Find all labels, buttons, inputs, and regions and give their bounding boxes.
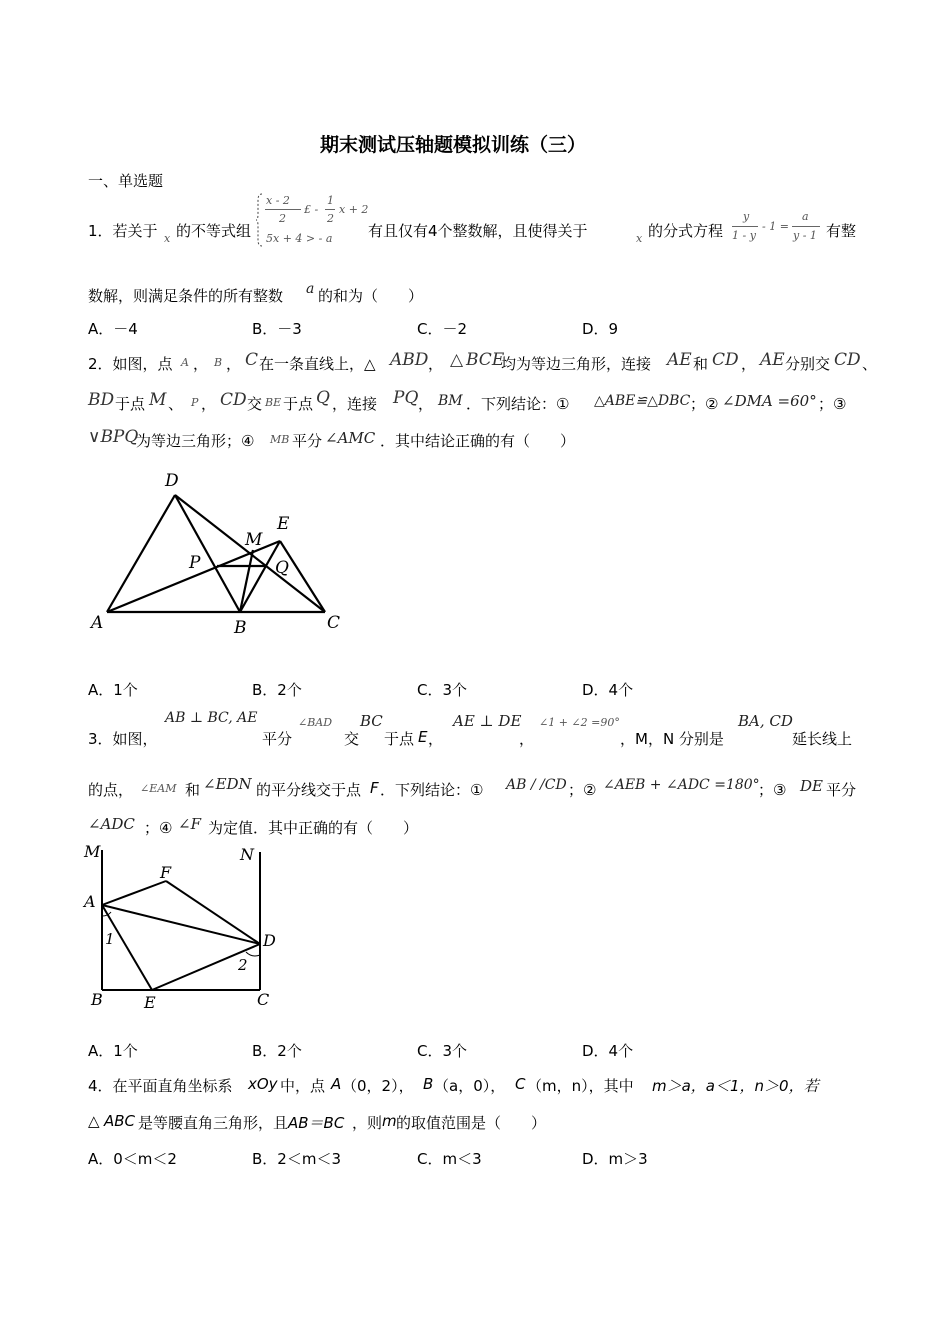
q4-l2a: △ — [88, 1112, 100, 1130]
q2-option-a[interactable]: A．1个 — [88, 681, 138, 699]
q2-l1-d: 分别交 — [785, 355, 831, 373]
line-AF — [102, 881, 166, 905]
q4-l1b: 中，点 — [280, 1077, 326, 1095]
q2-comma-1: ， — [193, 355, 209, 373]
q3-f4: AE ⊥ DE — [453, 712, 522, 730]
page-title: 期末测试压轴题模拟训练（三） — [320, 134, 587, 156]
q4-eq: AB＝BC — [288, 1114, 345, 1132]
q3-option-d[interactable]: D．4个 — [582, 1042, 634, 1060]
q2-CD: CD — [712, 350, 739, 370]
q3-he: 和 — [185, 781, 201, 799]
q2-BD: BD — [88, 390, 115, 410]
q2-l2-b: 于点 — [283, 395, 314, 413]
q1-text-eq: 的分式方程 — [648, 222, 724, 240]
q3-mn: ，M，N 分别是 — [620, 730, 724, 748]
fig-label-C: C — [327, 613, 341, 633]
q3-l1-a: 3．如图， — [88, 730, 158, 748]
q4-m: m — [382, 1112, 397, 1130]
q3-f12: ∠ADC — [88, 815, 135, 833]
fig3-label-F: F — [160, 863, 172, 882]
q2-comma-5: ， — [201, 395, 217, 413]
q2-figure-lines — [107, 495, 325, 612]
q2-l3-a: 为等边三角形；④ — [136, 432, 255, 450]
fig-label-A: A — [91, 613, 104, 633]
fig3-label-E: E — [144, 993, 156, 1012]
q1-eq-bar-1 — [732, 226, 758, 227]
q4-B: B — [423, 1075, 434, 1093]
q1-option-d[interactable]: D．9 — [582, 320, 619, 338]
q1-eq-1y: 1 - y — [732, 229, 756, 242]
q3-f11: DE — [800, 777, 823, 795]
fig3-label-C: C — [257, 990, 270, 1009]
fig3-label-A: A — [84, 892, 96, 911]
q4-C: C — [515, 1075, 526, 1093]
q3-jiao: 交 — [344, 730, 360, 748]
q2-CD2: CD — [834, 350, 861, 370]
q1-sys-num: x - 2 — [266, 194, 290, 207]
q2-figure — [85, 465, 355, 640]
fig3-label-M: M — [84, 842, 101, 861]
q3-figure — [80, 840, 290, 1015]
q2-jiao: 交 — [247, 395, 263, 413]
q4-ccoord: （m，n），其中 — [527, 1077, 634, 1095]
q1-frac-bar — [265, 209, 301, 210]
q2-l1-a: 2．如图，点 — [88, 355, 173, 373]
q2-c3: ∨BPQ — [88, 427, 139, 447]
q1-option-b[interactable]: B．－3 — [252, 320, 302, 338]
q2-B: B — [214, 356, 223, 369]
q1-sys-half-den: 2 — [327, 212, 334, 225]
q3-l2-f: 平分 — [826, 781, 857, 799]
q2-c1: △ABE≌△DBC — [594, 393, 691, 409]
q2-Q: Q — [316, 388, 330, 408]
q3-f9: AB / /CD — [506, 777, 567, 793]
q1-eq-y: y — [743, 210, 750, 223]
q3-f6: BA, CD — [738, 712, 793, 730]
q1-sys-rhs: x + 2 — [339, 203, 369, 216]
q3-f1: AB ⊥ BC, AE — [165, 710, 258, 726]
q4-xoy: xOy — [248, 1075, 278, 1093]
q3-yu: 于点 — [384, 730, 415, 748]
fig3-label-D: D — [263, 931, 276, 950]
q4-option-c[interactable]: C．m＜3 — [417, 1150, 482, 1168]
q1-frac-bar-2 — [325, 209, 335, 210]
q3-f5: ∠1 + ∠2 =90° — [539, 716, 620, 729]
section-heading: 一、单选题 — [88, 172, 164, 190]
q4-option-a[interactable]: A．0＜m＜2 — [88, 1150, 177, 1168]
q2-c3a: ；③ — [818, 395, 847, 413]
q3-l3-b: 为定值．其中正确的有（ ） — [208, 819, 419, 837]
q2-comma-4: ， — [741, 355, 757, 373]
q3-E: E — [418, 728, 428, 746]
fig-label-E: E — [277, 514, 290, 534]
q3-f8: ∠EDN — [203, 775, 252, 793]
q2-l1-c: 均为等边三角形，连接 — [501, 355, 652, 373]
q3-ext: 延长线上 — [792, 730, 853, 748]
q3-option-a[interactable]: A．1个 — [88, 1042, 138, 1060]
q1-text-inequality: 的不等式组 — [176, 222, 252, 240]
q4-acoord: （0，2）， — [342, 1077, 414, 1095]
q1-eq-bar-2 — [792, 226, 820, 227]
q3-comma: ， — [428, 730, 444, 748]
q4-l2c: ，则 — [352, 1114, 383, 1132]
q2-BCE: BCE — [466, 350, 505, 370]
q2-C: C — [245, 350, 259, 370]
q3-l2-e: ；③ — [758, 781, 787, 799]
q3-F: F — [370, 779, 379, 797]
q1-var-x: x — [164, 232, 171, 245]
q3-f3: BC — [360, 712, 383, 730]
q1-var-a: a — [306, 281, 315, 297]
q2-BM: BM — [438, 393, 463, 409]
q2-CD3: CD — [220, 390, 247, 410]
q2-tri: △ — [450, 350, 464, 370]
brace-icon — [255, 192, 265, 248]
q2-l3-c: ．其中结论正确的有（ ） — [380, 432, 576, 450]
fig-label-M: M — [245, 530, 263, 550]
fig-label-P: P — [189, 553, 201, 573]
q2-option-c[interactable]: C．3个 — [417, 681, 468, 699]
q1-var-x-2: x — [636, 232, 643, 245]
q4-cond: m＞a，a＜1，n＞0，若 — [652, 1077, 819, 1095]
q2-A: A — [181, 356, 189, 369]
line-AD — [102, 905, 260, 944]
q3-option-b[interactable]: B．2个 — [252, 1042, 302, 1060]
q2-option-b[interactable]: B．2个 — [252, 681, 302, 699]
q2-AE: AE — [667, 350, 692, 370]
q2-comma-3: ， — [428, 355, 444, 373]
q1-eq-minus1: - 1 = — [762, 220, 789, 233]
q3-option-c[interactable]: C．3个 — [417, 1042, 468, 1060]
q4-l2d: 的取值范围是（ ） — [396, 1114, 547, 1132]
q3-l2-d: ；② — [568, 781, 597, 799]
fig-label-B: B — [234, 618, 247, 638]
q2-MB: MB — [270, 433, 290, 446]
q3-f10: ∠AEB + ∠ADC =180° — [603, 777, 760, 793]
q2-AMC: ∠AMC — [325, 429, 376, 447]
q3-f7: ∠EAM — [140, 782, 177, 795]
q1-text-end: 有整 — [826, 222, 857, 240]
q1-sys-den: 2 — [279, 212, 286, 225]
q2-dun-2: 、 — [168, 395, 184, 413]
q3-figure-lines — [102, 850, 260, 990]
q1-eq-a: a — [802, 210, 809, 223]
q3-pf: 平分 — [262, 730, 293, 748]
q3-comma-2: ， — [519, 730, 535, 748]
q2-l2-d: ．下列结论：① — [466, 395, 570, 413]
q2-l2-a: 于点 — [115, 395, 146, 413]
q2-ABD: ABD — [390, 350, 429, 370]
q3-l3-a: ；④ — [144, 819, 173, 837]
q2-M: M — [149, 390, 167, 410]
q3-l2-a: 的点， — [88, 781, 134, 799]
fig-label-Q: Q — [275, 558, 289, 578]
q1-option-c[interactable]: C．－2 — [417, 320, 468, 338]
q2-P: P — [191, 396, 199, 409]
q3-l2-c: ．下列结论：① — [380, 781, 484, 799]
line-AE — [107, 541, 280, 612]
q3-f13: ∠F — [178, 815, 201, 833]
fig-label-D: D — [165, 471, 179, 491]
q2-option-d[interactable]: D．4个 — [582, 681, 634, 699]
q1-sys-le: £ - — [304, 203, 319, 216]
q4-bcoord: （a，0）， — [434, 1077, 506, 1095]
q1-text-mid: 有且仅有4个整数解，且使得关于 — [368, 222, 588, 240]
q4-option-d[interactable]: D．m＞3 — [582, 1150, 648, 1168]
q1-eq-y1: y - 1 — [793, 229, 817, 242]
q4-l2b: 是等腰直角三角形，且 — [138, 1114, 289, 1132]
q2-c2a: ；② — [690, 395, 719, 413]
fig3-label-2: 2 — [238, 956, 248, 974]
line-FD — [166, 881, 260, 944]
angle-2-arc — [246, 952, 260, 956]
q1-sys-line2: 5x + 4 > - a — [266, 232, 333, 245]
q1-line2-b: 的和为（ ） — [318, 287, 424, 305]
q4-l1: 4．在平面直角坐标系 — [88, 1077, 233, 1095]
q2-l1-b: 在一条直线上，△ — [259, 355, 376, 373]
q2-dun: 、 — [862, 355, 878, 373]
fig3-label-N: N — [240, 845, 254, 864]
q1-option-a[interactable]: A．－4 — [88, 320, 138, 338]
q2-comma-6: ， — [418, 395, 434, 413]
fig3-label-B: B — [91, 990, 103, 1009]
line-AD — [107, 495, 175, 612]
q3-l2-b: 的平分线交于点 — [256, 781, 362, 799]
q2-he: 和 — [693, 355, 709, 373]
q2-BE: BE — [265, 396, 282, 409]
q2-comma-2: ， — [226, 355, 242, 373]
q1-sys-half-num: 1 — [327, 194, 334, 207]
q4-A: A — [331, 1075, 342, 1093]
q2-l3-b: 平分 — [292, 432, 323, 450]
q1-text-start: 1．若关于 — [88, 222, 158, 240]
q2-l2-c: ，连接 — [332, 395, 378, 413]
fig3-label-1: 1 — [105, 930, 115, 948]
line-DB — [175, 495, 240, 612]
q2-PQ: PQ — [393, 388, 419, 408]
q3-f2: ∠BAD — [298, 716, 333, 729]
q4-ABC: ABC — [104, 1112, 136, 1130]
q2-AE2: AE — [760, 350, 785, 370]
q4-option-b[interactable]: B．2＜m＜3 — [252, 1150, 341, 1168]
q2-c2: ∠DMA =60° — [722, 392, 817, 410]
q1-line2-a: 数解，则满足条件的所有整数 — [88, 287, 284, 305]
